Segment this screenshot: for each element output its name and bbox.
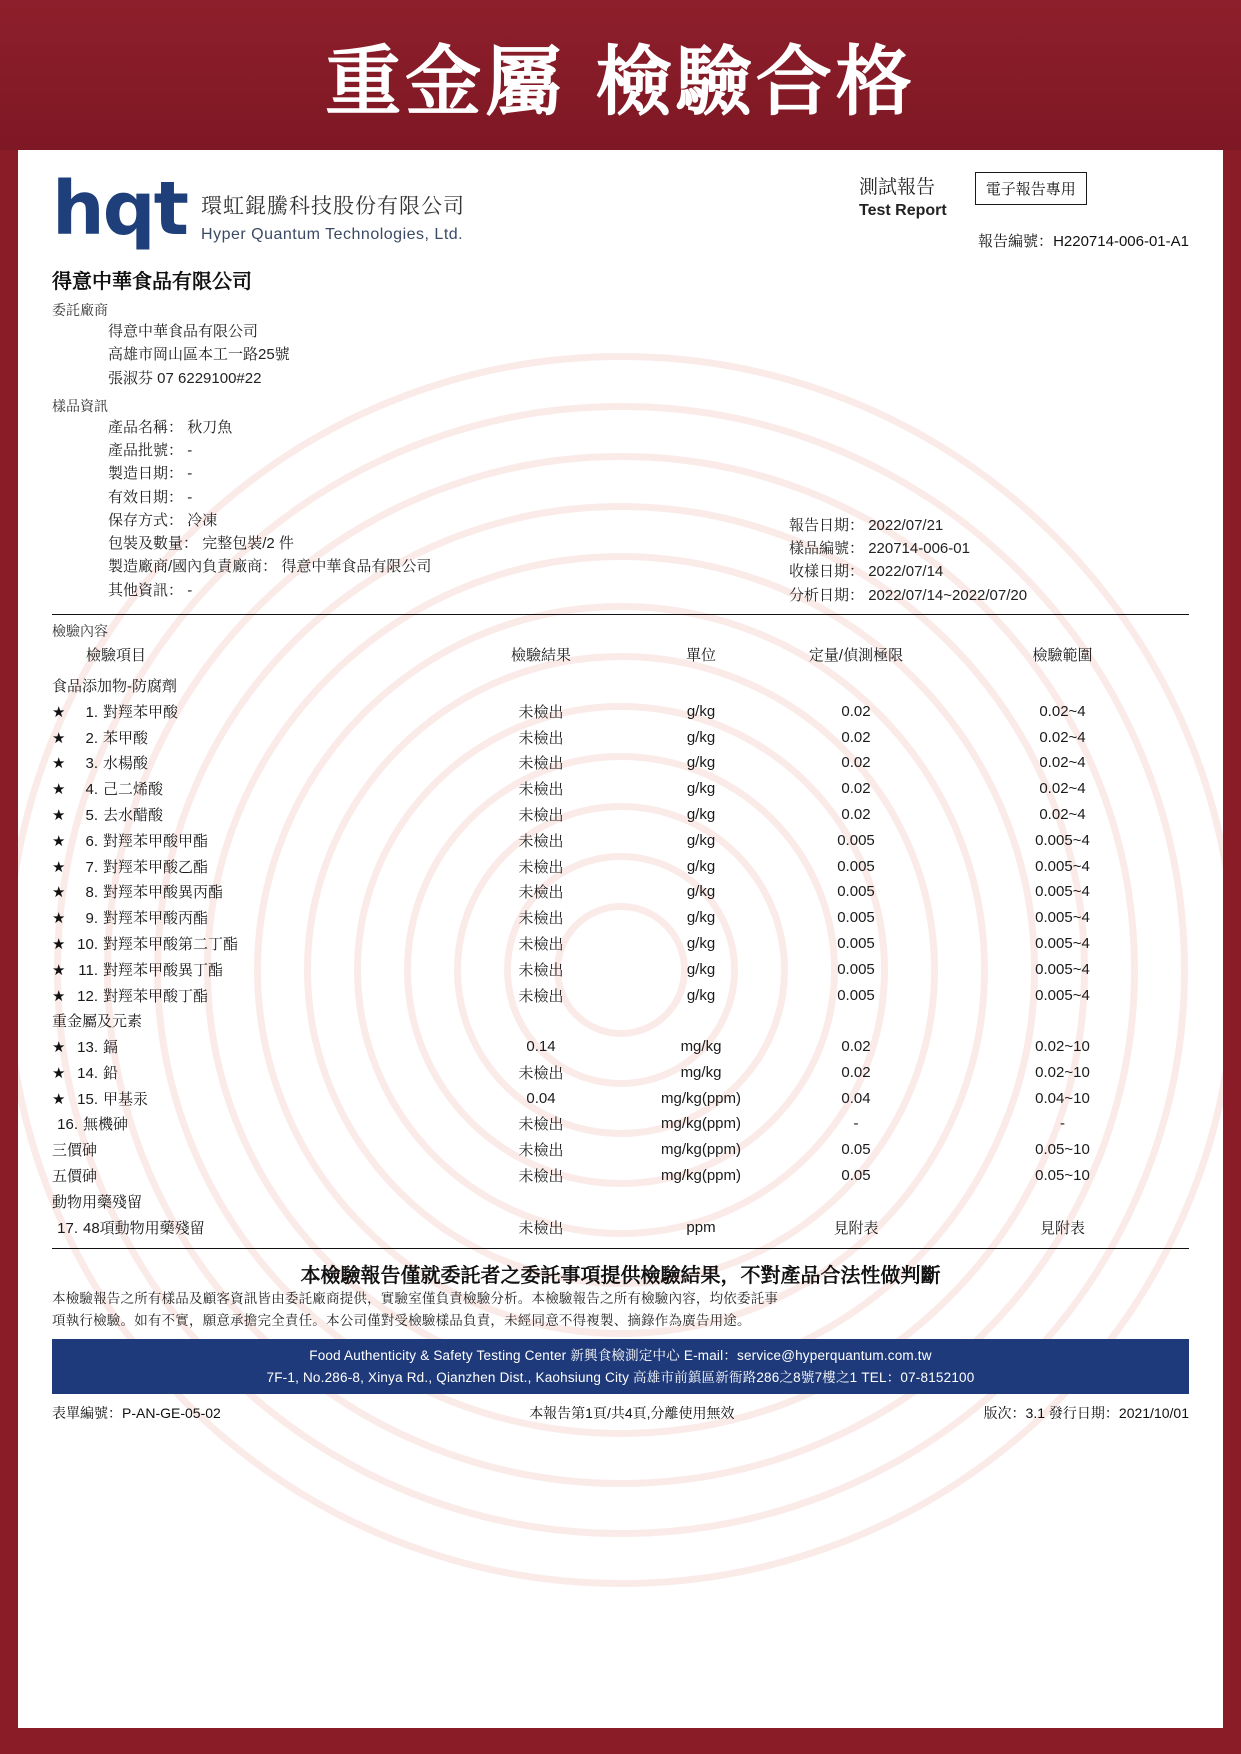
- disclaimer: [52, 1288, 1189, 1331]
- row-result: 未檢出: [518, 729, 564, 747]
- row-number: 16.: [57, 1116, 78, 1134]
- table-row: [52, 724, 1189, 750]
- footer-divider: [52, 1248, 1189, 1249]
- row-unit: g/kg: [686, 728, 716, 746]
- row-unit: g/kg: [686, 831, 716, 849]
- row-result: 未檢出: [518, 781, 564, 799]
- sample-date-value: 220714-006-01: [868, 540, 970, 557]
- sample-field-key: 有效日期：: [108, 488, 184, 506]
- table-row: [52, 905, 1189, 931]
- row-item: 48項動物用藥殘留: [83, 1219, 205, 1237]
- certificate-banner: [0, 0, 1241, 150]
- row-limit: 0.02: [841, 702, 871, 720]
- row-range: 0.005~4: [1035, 883, 1090, 901]
- col-unit: 單位: [685, 646, 716, 664]
- row-unit: g/kg: [686, 780, 716, 798]
- sample-field-key: 其他資訊：: [108, 581, 184, 599]
- row-item: 去水醋酸: [103, 807, 164, 825]
- client-line: 張淑芬 07 6229100#22: [108, 369, 262, 387]
- table-row: [52, 827, 1189, 853]
- row-range: 0.05~10: [1035, 1141, 1090, 1159]
- row-result: 未檢出: [518, 961, 564, 979]
- star-icon: ★: [52, 1090, 66, 1108]
- row-number: 1.: [85, 703, 98, 721]
- row-item: 五價砷: [52, 1167, 98, 1185]
- row-unit: g/kg: [686, 909, 716, 927]
- sample-dates: [789, 416, 1189, 607]
- row-limit: 0.005: [837, 857, 875, 875]
- star-icon: ★: [52, 961, 66, 979]
- row-result: 0.14: [526, 1038, 556, 1056]
- sample-field: [108, 416, 789, 439]
- row-number: 9.: [85, 910, 98, 928]
- row-result: 未檢出: [518, 1167, 564, 1185]
- row-range: 0.02~4: [1039, 702, 1086, 720]
- star-icon: ★: [52, 1039, 66, 1057]
- table-row: [52, 1111, 1189, 1137]
- table-row: [52, 699, 1189, 725]
- sample-date-value: 2022/07/14: [868, 563, 944, 581]
- results-section-label: 檢驗內容: [52, 622, 108, 639]
- sample-field-value: -: [187, 581, 193, 599]
- table-row: [52, 982, 1189, 1008]
- row-number: 10.: [77, 935, 98, 953]
- row-item: 對羥苯甲酸第二丁酯: [103, 935, 239, 953]
- row-unit: g/kg: [686, 934, 716, 952]
- disclaimer-line: 項執行檢驗。如有不實，願意承擔完全責任。本公司僅對受檢驗樣品負責，未經同意不得複製、摘錄作為廣告用途。: [52, 1312, 751, 1328]
- row-number: 14.: [77, 1064, 98, 1082]
- row-result: 未檢出: [518, 807, 564, 825]
- row-range: 0.005~4: [1035, 960, 1090, 978]
- row-number: 2.: [85, 729, 98, 747]
- row-result: 未檢出: [518, 858, 564, 876]
- page-info: 本報告第1頁/共4頁,分離使用無效: [529, 1405, 735, 1422]
- row-result: 未檢出: [518, 1116, 564, 1134]
- row-item: 對羥苯甲酸異丙酯: [103, 884, 224, 902]
- client-line: 高雄市岡山區本工一路25號: [108, 346, 290, 364]
- row-limit: 0.005: [837, 883, 875, 901]
- star-icon: ★: [52, 1064, 66, 1082]
- row-unit: g/kg: [686, 960, 716, 978]
- col-item: 檢驗項目: [86, 646, 147, 664]
- sample-field-key: 製造日期：: [108, 465, 184, 483]
- sample-field: [108, 532, 789, 555]
- row-limit: 0.02: [841, 806, 871, 824]
- row-unit: mg/kg(ppm): [660, 1166, 742, 1184]
- table-row: [52, 931, 1189, 957]
- table-row: [52, 1163, 1189, 1189]
- row-range: 0.02~4: [1039, 754, 1086, 772]
- star-icon: ★: [52, 755, 66, 773]
- row-limit: 0.005: [837, 934, 875, 952]
- row-number: 8.: [85, 884, 98, 902]
- col-range: 檢驗範圍: [1032, 646, 1093, 664]
- row-number: 11.: [78, 961, 98, 979]
- report-number-value: H220714-006-01-A1: [1053, 233, 1189, 250]
- row-number: 6.: [85, 832, 98, 850]
- row-range: 0.05~10: [1035, 1166, 1090, 1184]
- sample-field-key: 產品批號：: [108, 442, 184, 459]
- table-row: [52, 1214, 1189, 1240]
- row-range: 0.02~4: [1039, 728, 1086, 746]
- client-line: 得意中華食品有限公司: [108, 323, 259, 340]
- sample-fields: [108, 416, 789, 607]
- row-range: 0.005~4: [1035, 857, 1090, 875]
- sample-date-row: [789, 560, 1189, 583]
- row-unit: g/kg: [686, 806, 716, 824]
- sample-field-key: 保存方式：: [108, 511, 184, 529]
- results-table: [52, 641, 1189, 1240]
- sample-field: [108, 555, 789, 578]
- row-item: 對羥苯甲酸乙酯: [103, 858, 209, 876]
- report-header: [52, 166, 1189, 252]
- table-row: [52, 879, 1189, 905]
- row-result: 未檢出: [518, 755, 564, 773]
- version-info: 版次：3.1 發行日期：2021/10/01: [983, 1405, 1189, 1422]
- row-range: 0.02~10: [1035, 1038, 1090, 1056]
- row-range: 0.02~4: [1039, 780, 1086, 798]
- row-unit: g/kg: [686, 702, 716, 720]
- sample-field-key: 產品名稱：: [108, 418, 184, 436]
- report-title-en: Test Report: [859, 202, 947, 219]
- row-limit: 0.02: [841, 780, 871, 798]
- row-item: 水楊酸: [103, 755, 149, 773]
- report-page: [18, 150, 1223, 1728]
- table-row: [52, 853, 1189, 879]
- table-group-row: [52, 1008, 1189, 1034]
- row-result: 未檢出: [518, 910, 564, 928]
- star-icon: ★: [52, 832, 66, 850]
- row-unit: mg/kg(ppm): [660, 1141, 742, 1159]
- sample-field-value: 冷凍: [187, 511, 218, 529]
- table-row: [52, 1085, 1189, 1111]
- company-name-cn: 環虹錕騰科技股份有限公司: [201, 195, 466, 218]
- table-row: [52, 802, 1189, 828]
- row-limit: 0.005: [837, 831, 875, 849]
- col-result: 檢驗結果: [510, 646, 571, 664]
- sample-date-row: [789, 514, 1189, 537]
- row-range: 見附表: [1039, 1219, 1085, 1237]
- row-number: 15.: [77, 1090, 98, 1108]
- sample-field-value: 完整包裝/2 件: [202, 535, 294, 552]
- row-item: 對羥苯甲酸異丁酯: [103, 961, 224, 979]
- row-unit: ppm: [686, 1218, 716, 1236]
- row-result: 未檢出: [518, 1064, 564, 1082]
- table-header-row: [52, 641, 1189, 673]
- sample-field-value: -: [187, 488, 193, 506]
- row-item: 對羥苯甲酸甲酯: [103, 832, 209, 850]
- star-icon: ★: [52, 858, 66, 876]
- lab-contact-bar: [52, 1339, 1189, 1394]
- row-limit: -: [853, 1115, 859, 1133]
- row-number: 13.: [77, 1039, 98, 1057]
- sample-field-key: 包裝及數量：: [108, 535, 199, 552]
- sample-date-key: 報告日期：: [789, 516, 865, 534]
- company-name-en: Hyper Quantum Technologies, Ltd.: [201, 226, 464, 243]
- row-item: 對羥苯甲酸: [103, 703, 179, 721]
- row-number: 5.: [85, 807, 98, 825]
- sample-field: [108, 486, 789, 509]
- lab-contact-line-2: 7F-1, No.286-8, Xinya Rd., Qianzhen Dist., Kaohsiung City 高雄市前鎮區新衙路286之8號7樓之1 TEL：07-8152100: [266, 1369, 975, 1385]
- row-item: 鎘: [103, 1039, 119, 1057]
- sample-field-key: 製造廠商/國內負責廠商：: [108, 558, 278, 576]
- star-icon: ★: [52, 884, 66, 902]
- star-icon: ★: [52, 987, 66, 1005]
- row-range: 0.02~10: [1035, 1063, 1090, 1081]
- row-result: 未檢出: [518, 935, 564, 953]
- row-limit: 0.005: [837, 909, 875, 927]
- sample-field-value: -: [187, 442, 193, 459]
- disclaimer-line: 本檢驗報告之所有樣品及顧客資訊皆由委託廠商提供，實驗室僅負責檢驗分析。本檢驗報告之所有檢驗內容，均依委託事: [52, 1290, 779, 1306]
- banner-title: 重金屬 檢驗合格: [325, 36, 916, 126]
- row-item: 對羥苯甲酸丙酯: [103, 910, 209, 928]
- footer-meta: [52, 1403, 1189, 1423]
- report-number: [859, 230, 1189, 251]
- row-result: 未檢出: [518, 1219, 564, 1237]
- row-unit: g/kg: [686, 754, 716, 772]
- group-name: 重金屬及元素: [52, 1013, 143, 1031]
- row-unit: g/kg: [686, 857, 716, 875]
- divider: [52, 614, 1189, 615]
- row-result: 未檢出: [518, 1142, 564, 1160]
- row-unit: mg/kg: [680, 1038, 722, 1056]
- row-result: 未檢出: [518, 832, 564, 850]
- row-result: 未檢出: [518, 884, 564, 902]
- sample-date-row: [789, 584, 1189, 607]
- sample-field-value: 得意中華食品有限公司: [281, 558, 432, 576]
- row-number: 3.: [85, 755, 98, 773]
- row-result: 未檢出: [518, 703, 564, 721]
- row-limit: 0.02: [841, 1063, 871, 1081]
- sample-date-value: 2022/07/14~2022/07/20: [868, 586, 1028, 604]
- row-item: 苯甲酸: [103, 729, 149, 747]
- row-result: 0.04: [526, 1089, 556, 1107]
- table-row: [52, 1034, 1189, 1060]
- row-limit: 0.05: [841, 1166, 871, 1184]
- row-number: 12.: [77, 987, 98, 1005]
- row-number: 17.: [57, 1219, 78, 1237]
- table-row: [52, 1059, 1189, 1085]
- row-item: 鉛: [103, 1064, 119, 1082]
- report-number-label: 報告編號：: [978, 233, 1054, 250]
- sample-section-label: 樣品資訊: [52, 397, 108, 414]
- star-icon: ★: [52, 910, 66, 928]
- row-result: 未檢出: [518, 987, 564, 1005]
- client-address-block: [108, 320, 1189, 390]
- row-item: 三價砷: [52, 1142, 98, 1160]
- row-limit: 0.005: [837, 986, 875, 1004]
- report-title-cn: 測試報告: [859, 177, 936, 198]
- row-limit: 見附表: [833, 1219, 879, 1237]
- group-name: 食品添加物-防腐劑: [52, 678, 177, 696]
- sample-date-row: [789, 537, 1189, 560]
- row-range: -: [1060, 1115, 1065, 1133]
- table-row: [52, 750, 1189, 776]
- sample-field-value: 秋刀魚: [187, 418, 233, 436]
- lab-contact-line-1: Food Authenticity & Safety Testing Center 新興食檢測定中心 E-mail：service@hyperquantum.com.tw: [309, 1348, 932, 1364]
- client-name: 得意中華食品有限公司: [52, 271, 252, 293]
- group-name: 動物用藥殘留: [52, 1193, 143, 1211]
- row-limit: 0.02: [841, 754, 871, 772]
- form-number: 表單編號：P-AN-GE-05-02: [52, 1405, 221, 1422]
- table-group-row: [52, 673, 1189, 699]
- row-range: 0.02~4: [1039, 806, 1086, 824]
- row-unit: g/kg: [686, 986, 716, 1004]
- table-row: [52, 776, 1189, 802]
- row-limit: 0.05: [841, 1141, 871, 1159]
- sample-date-key: 收樣日期：: [789, 563, 865, 581]
- sample-date-value: 2022/07/21: [868, 516, 944, 534]
- row-number: 4.: [85, 781, 98, 799]
- table-row: [52, 956, 1189, 982]
- row-item: 甲基汞: [103, 1090, 149, 1108]
- row-unit: mg/kg: [680, 1063, 722, 1081]
- row-range: 0.005~4: [1035, 909, 1090, 927]
- sample-field: [108, 509, 789, 532]
- col-limit: 定量/偵測極限: [808, 646, 904, 664]
- star-icon: ★: [52, 703, 66, 721]
- report-statement: 本檢驗報告僅就委託者之委託事項提供檢驗結果，不對產品合法性做判斷: [300, 1264, 941, 1287]
- table-row: [52, 1137, 1189, 1163]
- row-item: 對羥苯甲酸丁酯: [103, 987, 209, 1005]
- row-limit: 0.02: [841, 1038, 871, 1056]
- row-unit: mg/kg(ppm): [660, 1115, 742, 1133]
- row-item: 己二烯酸: [103, 781, 164, 799]
- row-range: 0.005~4: [1035, 986, 1090, 1004]
- sample-date-key: 分析日期：: [789, 586, 865, 604]
- row-range: 0.005~4: [1035, 831, 1090, 849]
- row-limit: 0.005: [837, 960, 875, 978]
- sample-date-key: 樣品編號：: [789, 540, 865, 557]
- row-limit: 0.04: [841, 1089, 871, 1107]
- row-range: 0.005~4: [1035, 934, 1090, 952]
- table-group-row: [52, 1188, 1189, 1214]
- row-limit: 0.02: [841, 728, 871, 746]
- sample-field: [108, 462, 789, 485]
- star-icon: ★: [52, 935, 66, 953]
- client-section-label: 委託廠商: [52, 302, 108, 318]
- electronic-report-badge: 電子報告專用: [975, 172, 1087, 205]
- row-range: 0.04~10: [1035, 1089, 1090, 1107]
- row-unit: mg/kg(ppm): [660, 1089, 742, 1107]
- sample-field: [108, 579, 789, 602]
- row-number: 7.: [85, 858, 98, 876]
- hqt-logo: hqt: [52, 166, 188, 252]
- star-icon: ★: [52, 781, 66, 799]
- star-icon: ★: [52, 807, 66, 825]
- row-item: 無機砷: [83, 1116, 129, 1134]
- sample-field-value: -: [187, 465, 193, 483]
- row-unit: g/kg: [686, 883, 716, 901]
- star-icon: ★: [52, 729, 66, 747]
- sample-field: [108, 439, 789, 462]
